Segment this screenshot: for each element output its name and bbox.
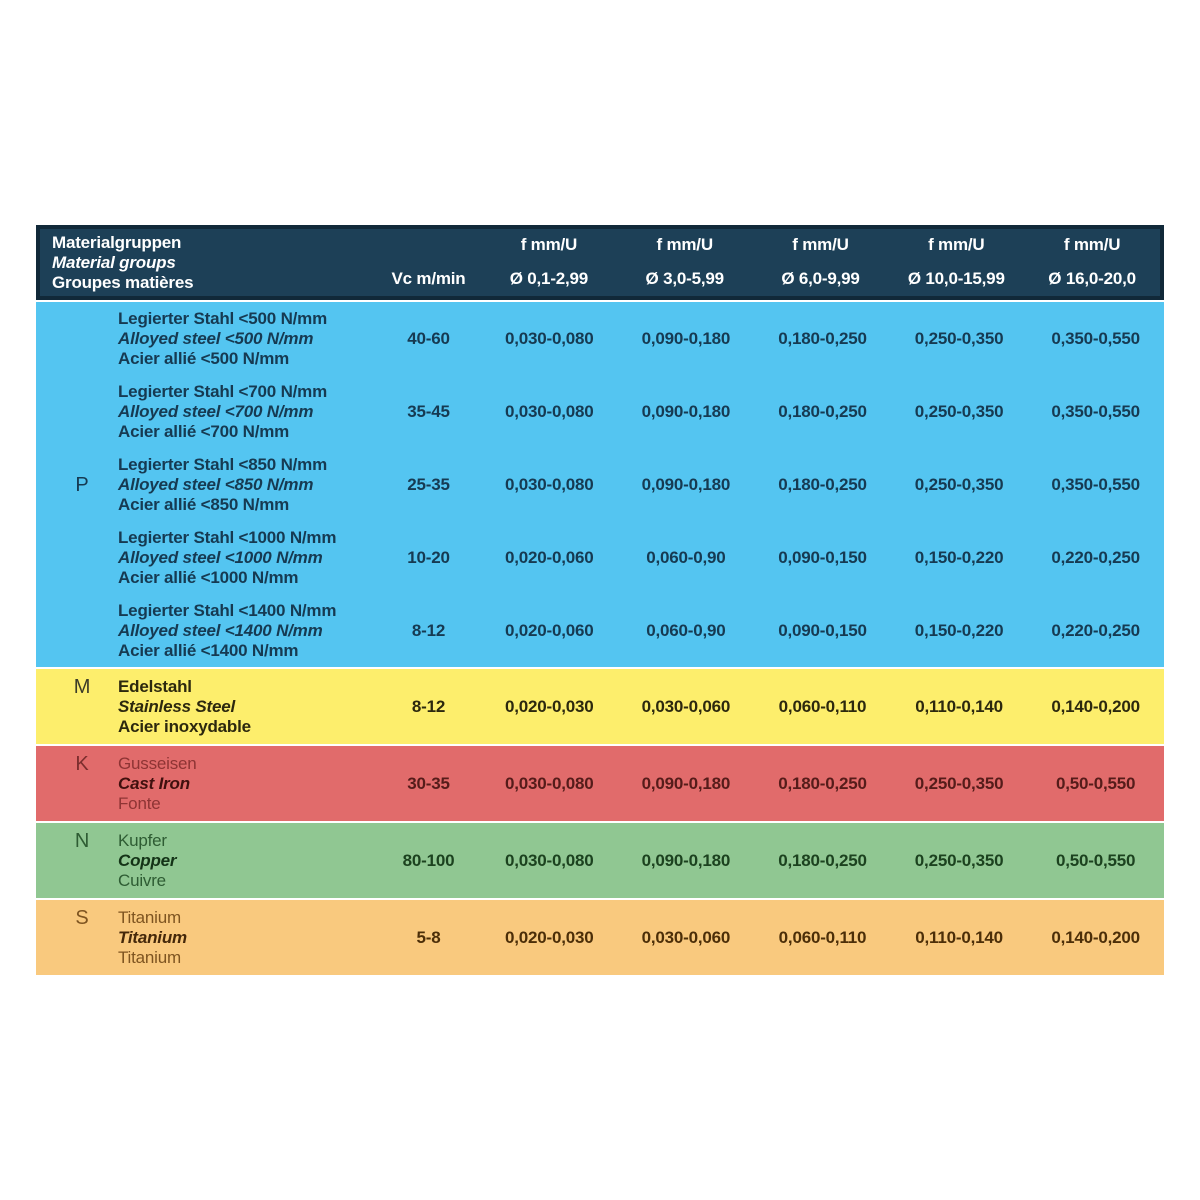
material-row xyxy=(106,594,1164,667)
vc-value: 80-100 xyxy=(402,850,455,870)
diameter-range-label: Ø 3,0-5,99 xyxy=(645,269,724,288)
feed-unit-label: f mm/U xyxy=(520,235,578,254)
feed-unit-label: f mm/U xyxy=(928,235,985,254)
feed-value-3: 0,180-0,250 xyxy=(778,328,867,348)
material-name-de: Legierter Stahl <1400 N/mm xyxy=(118,600,337,620)
feed-value-3: 0,090-0,150 xyxy=(778,547,867,567)
material-name-fr: Acier allié <850 N/mm xyxy=(118,494,290,514)
material-names xyxy=(106,521,376,594)
feed-value-4: 0,250-0,350 xyxy=(914,773,1004,793)
material-name-de: Legierter Stahl <700 N/mm xyxy=(118,381,328,401)
feed-unit-label: f mm/U xyxy=(792,235,849,254)
material-name-de: Edelstahl xyxy=(118,676,192,696)
feed-value-5: 0,50-0,550 xyxy=(1056,850,1136,870)
feed-value-5: 0,350-0,550 xyxy=(1051,401,1140,421)
diameter-range-label: Ø 0,1-2,99 xyxy=(509,269,589,288)
header-vc-label: Vc m/min xyxy=(391,269,466,288)
material-row xyxy=(106,900,1164,975)
header-material-groups-de: Materialgruppen xyxy=(52,233,182,252)
material-name-fr: Acier allié <500 N/mm xyxy=(118,348,290,368)
material-row xyxy=(106,746,1164,821)
material-names xyxy=(106,746,376,821)
vc-value: 40-60 xyxy=(407,328,450,348)
material-name-de: Legierter Stahl <850 N/mm xyxy=(118,454,328,474)
material-name-en: Alloyed steel <1400 N/mm xyxy=(118,620,323,640)
material-name-fr: Acier allié <1400 N/mm xyxy=(118,640,299,660)
feed-value-4: 0,110-0,140 xyxy=(915,696,1003,716)
feed-value-2: 0,030-0,060 xyxy=(641,696,731,716)
material-row xyxy=(106,302,1164,375)
vc-value: 8-12 xyxy=(411,696,446,716)
header-material-groups-fr: Groupes matières xyxy=(52,273,194,292)
material-row xyxy=(106,448,1164,521)
feed-value-1: 0,020-0,060 xyxy=(505,620,594,640)
group-letter-p: P xyxy=(75,473,89,496)
group-letter-k: K xyxy=(75,753,89,775)
material-row xyxy=(106,375,1164,448)
feed-value-1: 0,020-0,030 xyxy=(505,927,594,947)
material-names xyxy=(106,823,376,898)
feed-value-2: 0,060-0,90 xyxy=(646,620,726,640)
material-name-en: Cast Iron xyxy=(118,773,190,793)
section-rows xyxy=(106,823,1164,898)
feed-value-4: 0,250-0,350 xyxy=(914,474,1004,494)
feed-value-4: 0,150-0,220 xyxy=(914,620,1004,640)
material-name-fr: Acier allié <700 N/mm xyxy=(118,421,290,441)
group-letter-s: S xyxy=(75,907,89,929)
material-section-p xyxy=(36,302,1164,667)
diameter-range-label: Ø 16,0-20,0 xyxy=(1048,269,1136,288)
material-name-fr: Titanium xyxy=(118,947,181,967)
feed-value-5: 0,140-0,200 xyxy=(1051,696,1140,716)
material-name-en: Copper xyxy=(118,850,177,870)
vc-value: 35-45 xyxy=(407,401,450,421)
feed-value-2: 0,090-0,180 xyxy=(641,850,731,870)
material-name-fr: Fonte xyxy=(118,793,161,813)
feed-value-4: 0,250-0,350 xyxy=(914,328,1004,348)
feed-value-1: 0,030-0,080 xyxy=(505,850,594,870)
material-name-fr: Acier allié <1000 N/mm xyxy=(118,567,299,587)
material-names xyxy=(106,900,376,975)
material-name-de: Titanium xyxy=(118,907,181,927)
material-names xyxy=(106,302,376,375)
diameter-range-label: Ø 6,0-9,99 xyxy=(781,269,860,288)
material-name-fr: Acier inoxydable xyxy=(118,716,251,736)
feed-value-2: 0,090-0,180 xyxy=(641,773,731,793)
section-rows xyxy=(106,746,1164,821)
vc-value: 25-35 xyxy=(407,474,450,494)
feed-value-4: 0,250-0,350 xyxy=(914,850,1004,870)
feed-value-3: 0,060-0,110 xyxy=(778,927,867,947)
feed-value-5: 0,50-0,550 xyxy=(1056,773,1136,793)
feed-value-3: 0,090-0,150 xyxy=(778,620,867,640)
feed-value-3: 0,180-0,250 xyxy=(778,474,867,494)
feed-value-5: 0,220-0,250 xyxy=(1051,547,1140,567)
material-name-en: Alloyed steel <1000 N/mm xyxy=(118,547,323,567)
feed-value-1: 0,020-0,060 xyxy=(505,547,594,567)
header-feed-column-5 xyxy=(1024,229,1160,296)
material-name-en: Titanium xyxy=(118,927,187,947)
feed-value-5: 0,220-0,250 xyxy=(1051,620,1140,640)
material-row xyxy=(106,669,1164,744)
material-name-fr: Cuivre xyxy=(118,870,166,890)
section-rows xyxy=(106,669,1164,744)
feed-value-3: 0,060-0,110 xyxy=(778,696,867,716)
vc-value: 8-12 xyxy=(411,620,446,640)
feed-value-1: 0,030-0,080 xyxy=(505,773,594,793)
material-name-en: Alloyed steel <700 N/mm xyxy=(118,401,314,421)
material-name-en: Alloyed steel <850 N/mm xyxy=(118,474,314,494)
feed-rate-table xyxy=(36,225,1164,977)
feed-value-2: 0,090-0,180 xyxy=(641,401,731,421)
material-name-de: Gusseisen xyxy=(118,753,197,773)
material-names xyxy=(106,375,376,448)
material-section-n xyxy=(36,823,1164,898)
vc-value: 30-35 xyxy=(407,773,450,793)
feed-value-5: 0,350-0,550 xyxy=(1051,474,1140,494)
section-rows xyxy=(106,900,1164,975)
feed-value-3: 0,180-0,250 xyxy=(778,401,867,421)
group-letter-m: M xyxy=(73,676,91,698)
feed-value-1: 0,030-0,080 xyxy=(505,328,594,348)
feed-value-1: 0,030-0,080 xyxy=(505,401,594,421)
feed-unit-label: f mm/U xyxy=(1063,235,1121,254)
section-rows xyxy=(106,302,1164,667)
diameter-range-label: Ø 10,0-15,99 xyxy=(907,269,1005,288)
feed-value-2: 0,090-0,180 xyxy=(641,474,731,494)
vc-value: 5-8 xyxy=(416,927,441,947)
header-vc-column xyxy=(376,229,481,296)
material-section-k xyxy=(36,746,1164,821)
header-feed-column-3 xyxy=(753,229,889,296)
group-letter-n: N xyxy=(74,830,90,852)
material-names xyxy=(106,448,376,521)
material-name-en: Stainless Steel xyxy=(118,696,236,716)
vc-value: 10-20 xyxy=(407,547,450,567)
table-header xyxy=(36,225,1164,300)
material-name-de: Legierter Stahl <1000 N/mm xyxy=(118,527,337,547)
header-material-groups xyxy=(40,229,376,296)
material-name-de: Legierter Stahl <500 N/mm xyxy=(118,308,328,328)
table-body xyxy=(36,302,1164,975)
feed-value-1: 0,030-0,080 xyxy=(505,474,594,494)
feed-value-3: 0,180-0,250 xyxy=(778,850,867,870)
feed-value-5: 0,140-0,200 xyxy=(1051,927,1140,947)
feed-value-4: 0,150-0,220 xyxy=(914,547,1004,567)
header-feed-column-2 xyxy=(617,229,753,296)
feed-unit-label: f mm/U xyxy=(656,235,713,254)
material-name-en: Alloyed steel <500 N/mm xyxy=(118,328,314,348)
feed-value-1: 0,020-0,030 xyxy=(505,696,594,716)
feed-value-4: 0,110-0,140 xyxy=(915,927,1003,947)
material-row xyxy=(106,521,1164,594)
material-section-m xyxy=(36,669,1164,744)
header-feed-column-4 xyxy=(888,229,1024,296)
feed-value-4: 0,250-0,350 xyxy=(914,401,1004,421)
feed-value-2: 0,060-0,90 xyxy=(646,547,726,567)
feed-value-2: 0,090-0,180 xyxy=(641,328,731,348)
feed-value-2: 0,030-0,060 xyxy=(641,927,731,947)
header-feed-column-1 xyxy=(481,229,617,296)
material-name-de: Kupfer xyxy=(118,830,167,850)
material-names xyxy=(106,594,376,667)
material-section-s xyxy=(36,900,1164,975)
feed-value-5: 0,350-0,550 xyxy=(1051,328,1140,348)
header-material-groups-en: Material groups xyxy=(52,253,176,272)
material-names xyxy=(106,669,376,744)
material-row xyxy=(106,823,1164,898)
feed-value-3: 0,180-0,250 xyxy=(778,773,867,793)
